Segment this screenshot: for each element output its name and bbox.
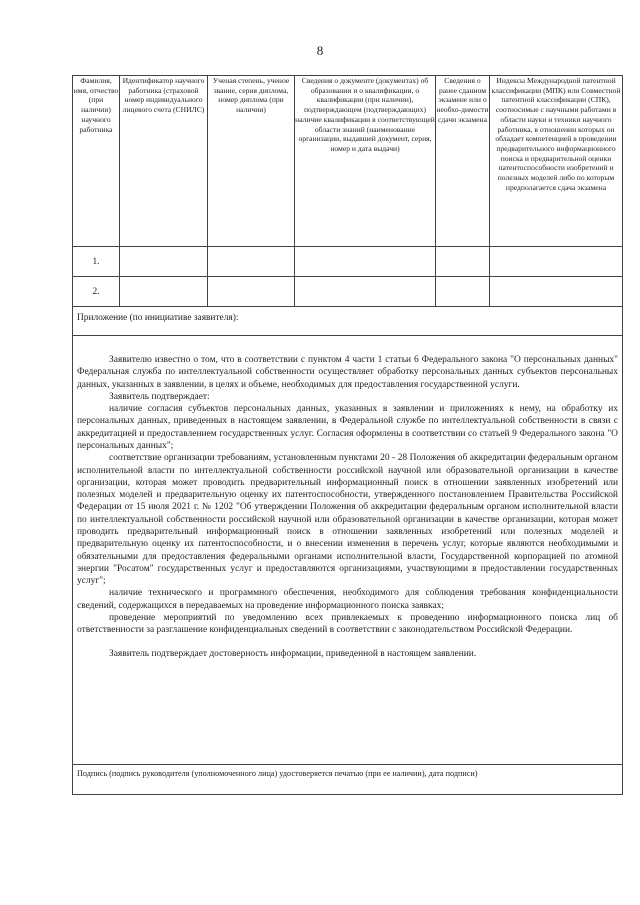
row-number: 2. (73, 277, 120, 307)
table-cell[interactable] (490, 247, 623, 277)
row-number: 1. (73, 247, 120, 277)
header-education-docs: Сведения о документе (документах) об образовании и о квалификации, о квалификации (при наличии), подтверждающем (подтверждающих) наличие квалификации в соответствующей области знаний (наименование организации, выдавшей документ, серия, номер и дата выдачи) (295, 76, 436, 247)
statement-paragraph: Заявитель подтверждает достоверность информации, приведенной в настоящем заявлении. (109, 649, 477, 660)
table-cell[interactable] (295, 247, 436, 277)
table-cell[interactable] (490, 277, 623, 307)
application-form-table (72, 75, 623, 795)
statement-paragraph: проведение мероприятий по уведомлению всех привлекаемых к проведению информационного поиска лиц об ответственности за разглашение конфиденциальных сведений в соответствии с законодательством Российской Федерации. (77, 612, 618, 636)
page-number: 8 (316, 43, 324, 58)
table-cell[interactable] (436, 277, 490, 307)
statement-paragraph: Заявитель подтверждает: (109, 391, 210, 402)
applicant-statement (73, 336, 623, 765)
header-exam: Сведения о ранее сданном экзамене или о необхо-димости сдачи экзамена (436, 76, 490, 247)
table-row (73, 247, 623, 277)
table-cell[interactable] (208, 277, 295, 307)
table-cell[interactable] (295, 277, 436, 307)
table-cell[interactable] (436, 247, 490, 277)
signature-field[interactable]: Подпись (подпись руководителя (уполномоченного лица) удостоверяется печатью (при ее наличии), дата подписи) (73, 765, 623, 795)
table-cell[interactable] (208, 247, 295, 277)
header-degree: Ученая степень, ученое звание, серия диплома, номер диплома (при наличии) (208, 76, 295, 247)
statement-paragraph: наличие согласия субъектов персональных данных, указанных в заявлении и приложениях к нему, на обработку их персональных данных, приведенных в настоящем заявлении, в Федеральной службе по интеллектуальной собственности в связи с аккредитацией и предоставлением государственных услуг. Согласия оформлены в соответствии со статьей 9 Федерального закона "О персональных данных"; (77, 404, 618, 451)
table-cell[interactable] (120, 247, 208, 277)
table-cell[interactable] (120, 277, 208, 307)
header-snils: Идентификатор научного работника (страховой номер индивидуального лицевого счета (СНИЛС) (120, 76, 208, 247)
appendix-label: Приложение (по инициативе заявителя): (73, 307, 623, 336)
header-ipc-indexes: Индексы Международной патентной классификации (МПК) или Совместной патентной классификации (СПК), соотносимые с научными работами в области науки и техники научного работника, в отношении которых он обладает компетенцией в проведении предварительного информационного поиска и предварительной оценки патентоспособности изобретений и полезных моделей либо по которым предполагается сдача экзамена (490, 76, 623, 247)
statement-paragraph: соответствие организации требованиям, установленным пунктами 20 - 28 Положения об аккредитации федеральным органом исполнительной власти по интеллектуальной собственности российской научной или образовательной организации в качестве организации, которая может проводить предварительный информационный поиск в отношении заявленных изобретений или полезных моделей и предварительную оценку их патентоспособности, утвержденного постановлением Правительства Российской Федерации от 15 июля 2021 г. № 1202 "Об утверждении Положения об аккредитации федеральным органом исполнительной власти по интеллектуальной собственности российской научной или образовательной организации в качестве организации, которая может проводить предварительный информационный поиск в отношении заявленных изобретений или полезных моделей и предварительную оценку их патентоспособности, и о внесении изменения в перечень услуг, которые являются необходимыми и обязательными для предоставления федеральными органами исполнительной власти, Государственной корпорацией по атомной энергии "Росатом" государственных услуг и предоставляются организациями, участвующими в предоставлении государственных услуг"; (77, 453, 618, 587)
header-full-name: Фамилия, имя, отчество (при наличии) научного работника (73, 76, 120, 247)
statement-paragraph: Заявителю известно о том, что в соответствии с пунктом 4 части 1 статьи 6 Федерального закона "О персональных данных" Федеральная служба по интеллектуальной собственности осуществляет обработку персональных данных субъектов персональных данных, указанных в заявлении, в целях и объеме, необходимых для предоставления государственной услуги. (77, 355, 618, 390)
table-row (73, 277, 623, 307)
table-header-row (73, 76, 623, 247)
statement-paragraph: наличие технического и программного обеспечения, необходимого для соблюдения требования конфиденциальности сведений, содержащихся в передаваемых на проведение информационного поиска заявках; (77, 588, 618, 611)
